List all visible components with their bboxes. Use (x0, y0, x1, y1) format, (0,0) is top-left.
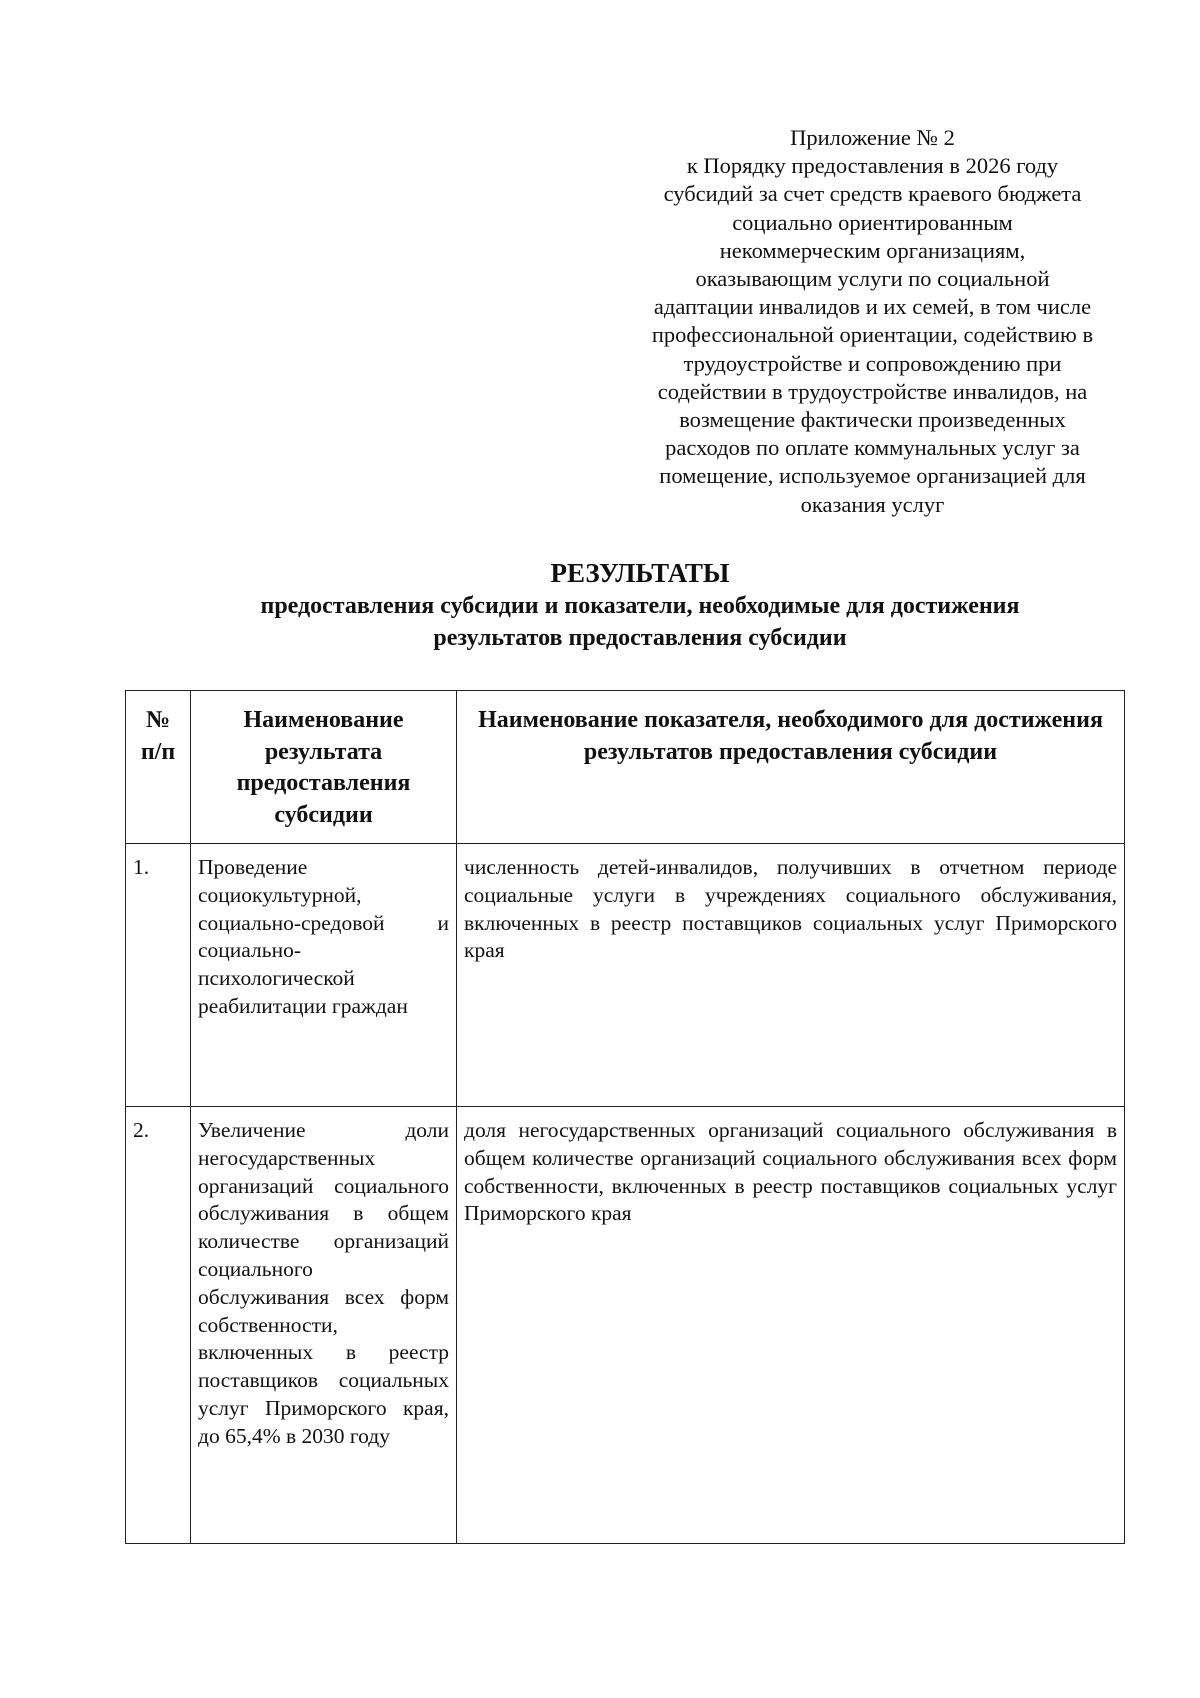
title-main: РЕЗУЛЬТАТЫ (550, 558, 730, 588)
table-header (126, 691, 1125, 844)
header-number: № п/п (126, 691, 191, 844)
header-result-name: Наименование результата предоставления субсидии (191, 691, 457, 844)
row-result: Увеличение доли негосударственных организаций социального обслуживания в общем количестве организаций социального обслуживания всех форм собственности, включенных в реестр поставщиков социальных услуг Приморского края, до 65,4% в 2030 году (191, 1107, 457, 1544)
row-number: 1. (126, 844, 191, 1107)
appendix-line: содействии в трудоустройстве инвалидов, на (657, 378, 1088, 404)
appendix-line: помещение, используемое организацией для (659, 463, 1086, 489)
document-title (120, 556, 1160, 654)
table-header-row (126, 691, 1125, 844)
appendix-caption (615, 124, 1130, 519)
row-number: 2. (126, 1107, 191, 1544)
appendix-line: Приложение № 2 (790, 125, 955, 150)
appendix-line: социально ориентированным (732, 209, 1013, 235)
appendix-line: оказания услуг (800, 491, 945, 517)
row-indicator: доля негосударственных организаций социального обслуживания в общем количестве организаций социального обслуживания всех форм собственности, включенных в реестр поставщиков социальных услуг Приморского края (457, 1107, 1125, 1544)
title-subtitle-line-2: результатов предоставления субсидии (433, 625, 847, 651)
appendix-line: расходов по оплате коммунальных услуг за (665, 435, 1080, 461)
row-result: Проведение социокультурной, социально-средовой и социально-психологической реабилитации граждан (191, 844, 457, 1107)
results-table (125, 690, 1125, 1544)
table-row (126, 844, 1125, 1107)
header-indicator-name: Наименование показателя, необходимого для достижения результатов предоставления субсидии (457, 691, 1125, 844)
table-body (126, 844, 1125, 1544)
appendix-line: профессиональной ориентации, содействию в (651, 322, 1094, 348)
row-indicator: численность детей-инвалидов, получивших в отчетном периоде социальные услуги в учреждениях социального обслуживания, включенных в реестр поставщиков социальных услуг Приморского края (457, 844, 1125, 1107)
appendix-line: адаптации инвалидов и их семей, в том числе (653, 294, 1092, 320)
appendix-line: возмещение фактически произведенных (679, 407, 1066, 433)
appendix-line: субсидий за счет средств краевого бюджета (663, 181, 1082, 207)
table-row (126, 1107, 1125, 1544)
appendix-line: к Порядку предоставления в 2026 году (686, 153, 1059, 179)
appendix-line: некоммерческим организациям, (719, 237, 1026, 263)
appendix-line: трудоустройстве и сопровождению при (683, 350, 1062, 376)
appendix-line: оказывающим услуги по социальной (695, 266, 1050, 292)
title-subtitle-line-1: предоставления субсидии и показатели, необходимые для достижения (260, 593, 1020, 619)
